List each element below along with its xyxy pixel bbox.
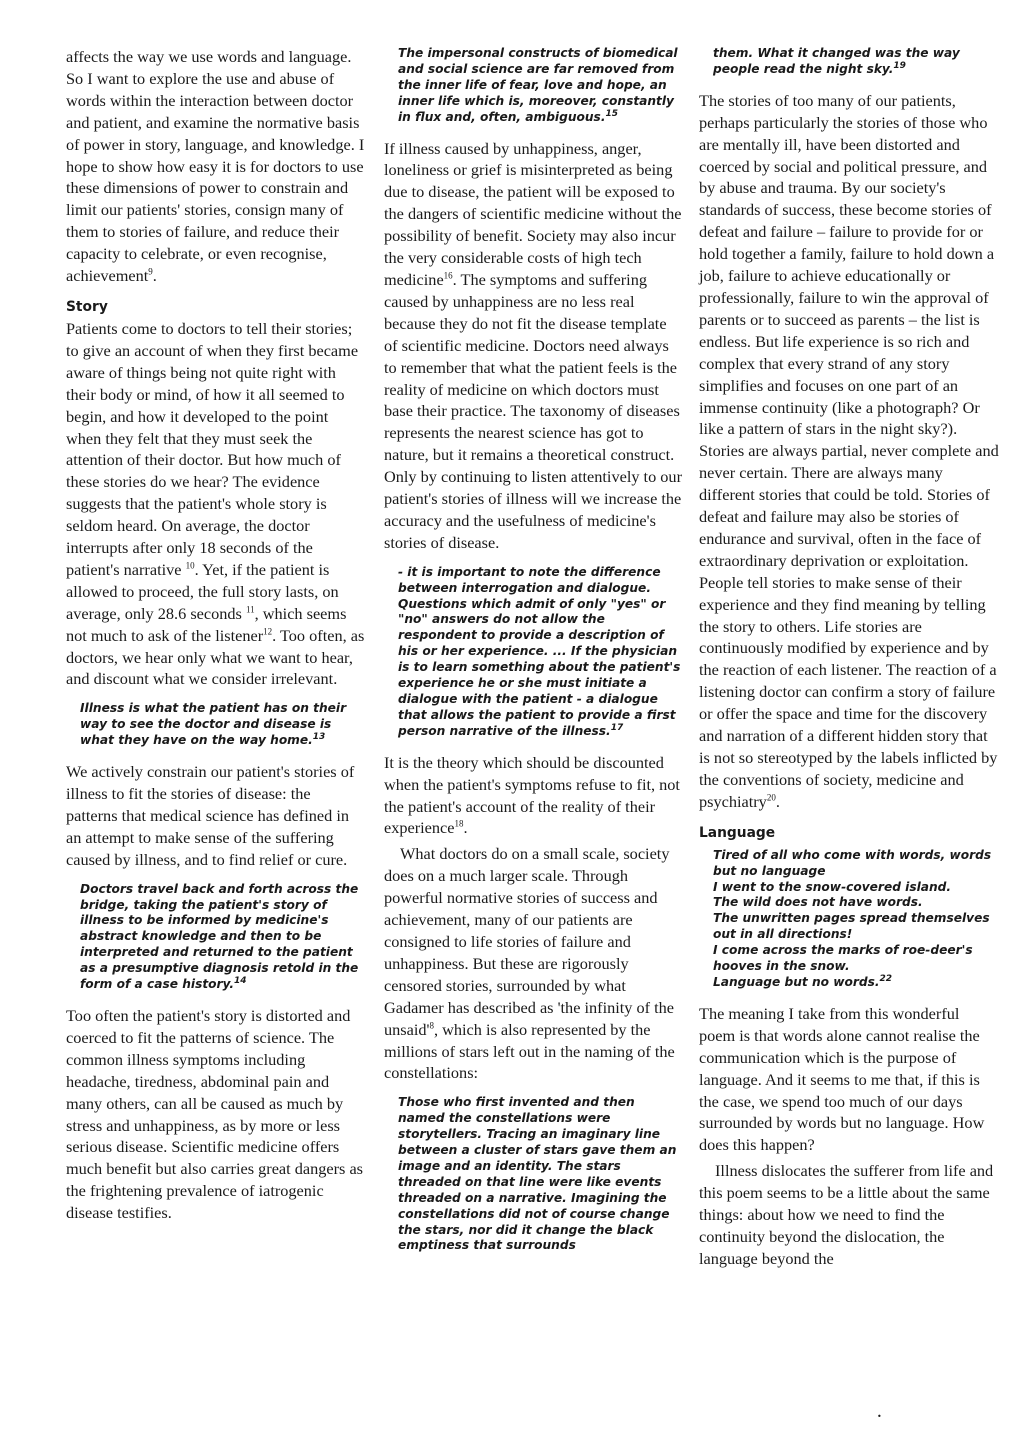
column-3 xyxy=(699,46,999,1281)
poem-line-last: Language but no words.$^{22}$ xyxy=(713,973,893,989)
quote-bridge: Doctors travel back and forth across the bridge, taking the patient's story of illness to be informed by medicine's abstract knowledge and then to be interpreted and returned to the patient as a presumptive diagnosis retold in the form of a case history.$^{14}$ xyxy=(80,881,359,992)
reference-11: 11 xyxy=(245,604,255,615)
stray-dot: • xyxy=(877,1412,882,1421)
reference-10: 10 xyxy=(185,560,195,571)
paragraph-stories: The stories of too many of our patients, perhaps particularly the stories of those who are mentally ill, have been distorted and coerced by social and political pressure, and by abuse and trauma. By our society's standards of success, these become stories of defeat and failure – failure to provide for or hold together a family, failure to hold down a job, failure to achieve educationally or professionally, failure to win the approval of parents or to succeed as parents – the list is endless. But life experience is so rich and complex that every strand of any story simplifies and focuses on one part of an immense continuity (like a photograph? Or like a pattern of stars in the night sky?). Stories are always partial, never complete and never certain. There are always many different stories that could be told. Stories of defeat and failure may also be stories of endurance and survival, often in the face of extraordinary deprivation or exploitation. People tell stories to make sense of their experience and they find meaning by telling the story to others. Life stories are continuously modified by experience and by the reaction of each listener. The reaction of a listening doctor can confirm a story of failure or offer the space and time for the discovery and narration of a different hidden story that is not so stereotyped by the labels inflicted by the conventions of society, medicine and psychiatry$^{20}$. xyxy=(699,90,999,811)
paragraph-theory: It is the theory which should be discounted when the patient's symptoms refuse to fit, not the patient's account of the reality of their experience$^{18}$. xyxy=(384,752,680,838)
quote-stars-continued: them. What it changed was the way people read the night sky.$^{19}$ xyxy=(713,46,960,76)
quote-illness: Illness is what the patient has on their way to see the doctor and disease is what they have on the way home.$^{13}$ xyxy=(80,701,347,748)
paragraph-meaning: The meaning I take from this wonderful poem is that words alone cannot realise the communication which is the purpose of language. And it seems to me that, if this is the case, we spend too much of our days surrounded by words but no language. How does this happen? xyxy=(699,1003,985,1155)
reference-12: 12 xyxy=(263,626,273,637)
quote-interrogation: - it is important to note the difference between interrogation and dialogue. Questions which admit of only "yes" or "no" answers do not allow the respondent to provide a description of his or her experience. ... If the physician is to learn something about the patient's experience he or she must initiate a dialogue with the patient - a dialogue that allows the patient to provide a first person narrative of the illness.$^{17}$ xyxy=(398,564,681,738)
poem-line: I went to the snow-covered island. xyxy=(713,879,952,894)
quote-poem xyxy=(699,848,999,991)
reference-8: 8 xyxy=(429,1020,434,1031)
reference-9: 9 xyxy=(148,266,153,277)
poem-line: The unwritten pages spread themselves out in all directions! xyxy=(713,911,990,942)
paragraph-story: Patients come to doctors to tell their stories; to give an account of when they first became aware of things being not quite right with their body or mind, of how it all seemed to begin, and how it developed to the point when they felt that they must seek the attention of their doctor. But how much of these stories do we hear? The evidence suggests that the patient's whole story is seldom heard. On average, the doctor interrupts after only 18 seconds of the patient's narrative $^{10}$. Yet, if the patient is allowed to proceed, the full story lasts, on average, only 28.6 seconds $^{11}$, which seems not much to ask of the listener$^{12}$. Too often, as doctors, we hear only what we want to hear, and discount what we consider irrelevant. xyxy=(66,318,365,689)
reference-22: 22 xyxy=(879,973,893,984)
reference-16: 16 xyxy=(443,270,453,281)
reference-14: 14 xyxy=(234,976,247,986)
heading-language: Language xyxy=(699,824,776,841)
paragraph-distorted: Too often the patient's story is distorted and coerced to fit the patterns of science. The common illness symptoms including headache, tiredness, abdominal pain and many others, can all be caused as much by stress and unhappiness, as by more or less serious disease. Scientific medicine offers much benefit but also carries great dangers as the frightening prevalence of iatrogenic disease testifies. xyxy=(66,1005,364,1223)
poem-line: I come across the marks of roe-deer's hooves in the snow. xyxy=(713,943,973,974)
reference-13: 13 xyxy=(312,732,326,743)
quote-stars: Those who first invented and then named the constellations were storytellers. Tracing an imaginary line between a cluster of stars gave them an image and an identity. The stars threaded on that line were like events threaded on a narrative. Imagining the constellations did not of course change the stars, nor did it change the black emptiness that surrounds xyxy=(398,1095,677,1253)
paragraph-constrain: We actively constrain our patient's stories of illness to fit the stories of disease: the patterns that medical science has defined in an attempt to make sense of the suffering caused by illness, and to find relief or cure. xyxy=(66,762,355,869)
paragraph-intro: affects the way we use words and language. So I want to explore the use and abuse of words within the interaction between doctor and patient, and examine the normative basis of power in story, language, and knowledge. I hope to show how easy it is for doctors to use these dimensions of power to constrain and limit our patients' stories, consign many of them to stories of failure, and reduce their capacity to celebrate, or even recognise, achievement$^9$. xyxy=(66,47,365,286)
reference-19: 19 xyxy=(893,60,906,71)
paragraph-society: What doctors do on a small scale, society does on a much larger scale. Through powerful normative stories of success and achievement, many of our patients are consigned to life stories of failure and unhappiness. But these are rigorously censored stories, surrounded by what Gadamer has described as 'the infinity of the $unsaid'^8$, which is also represented by the millions of stars left out in the naming of the constellations: xyxy=(384,844,675,1083)
paragraph-unhappiness: If illness caused by unhappiness, anger, loneliness or grief is misinterpreted as being due to disease, the patient will be exposed to the dangers of scientific medicine without the possibility of benefit. Society may also incur the very considerable costs of high tech medicine$^{16}$. The symptoms and suffering caused by unhappiness are no less real because they do not fit the disease template of scientific medicine. Doctors need always to remember that what the patient feels is the reality of medicine on which doctors must base their practice. The taxonomy of diseases represents the nearest science has got to nature, but it remains a theoretical construct. Only by continuing to listen attentively to our patient's stories of illness will we increase the accuracy and the usefulness of medicine's stories of disease. xyxy=(384,138,682,552)
poem-line: Tired of all who come with words, words but no language xyxy=(713,847,992,878)
reference-15: 15 xyxy=(605,108,618,119)
quote-impersonal: The impersonal constructs of biomedical and social science are far removed from the inner life of fear, love and hope, an inner life which is, moreover, constantly in flux and, often, ambiguous.$^{15}$ xyxy=(398,46,678,124)
paragraph-dislocates: Illness dislocates the sufferer from life and this poem seems to be a little about the same things: about how we need to find the continuity beyond the dislocation, the language beyond the xyxy=(699,1161,994,1268)
reference-17: 17 xyxy=(610,722,624,733)
reference-20: 20 xyxy=(766,792,776,803)
column-2 xyxy=(384,46,684,1266)
heading-story: Story xyxy=(66,298,108,315)
poem-line: The wild does not have words. xyxy=(713,895,923,910)
reference-18: 18 xyxy=(454,819,464,830)
column-1 xyxy=(66,46,366,1235)
